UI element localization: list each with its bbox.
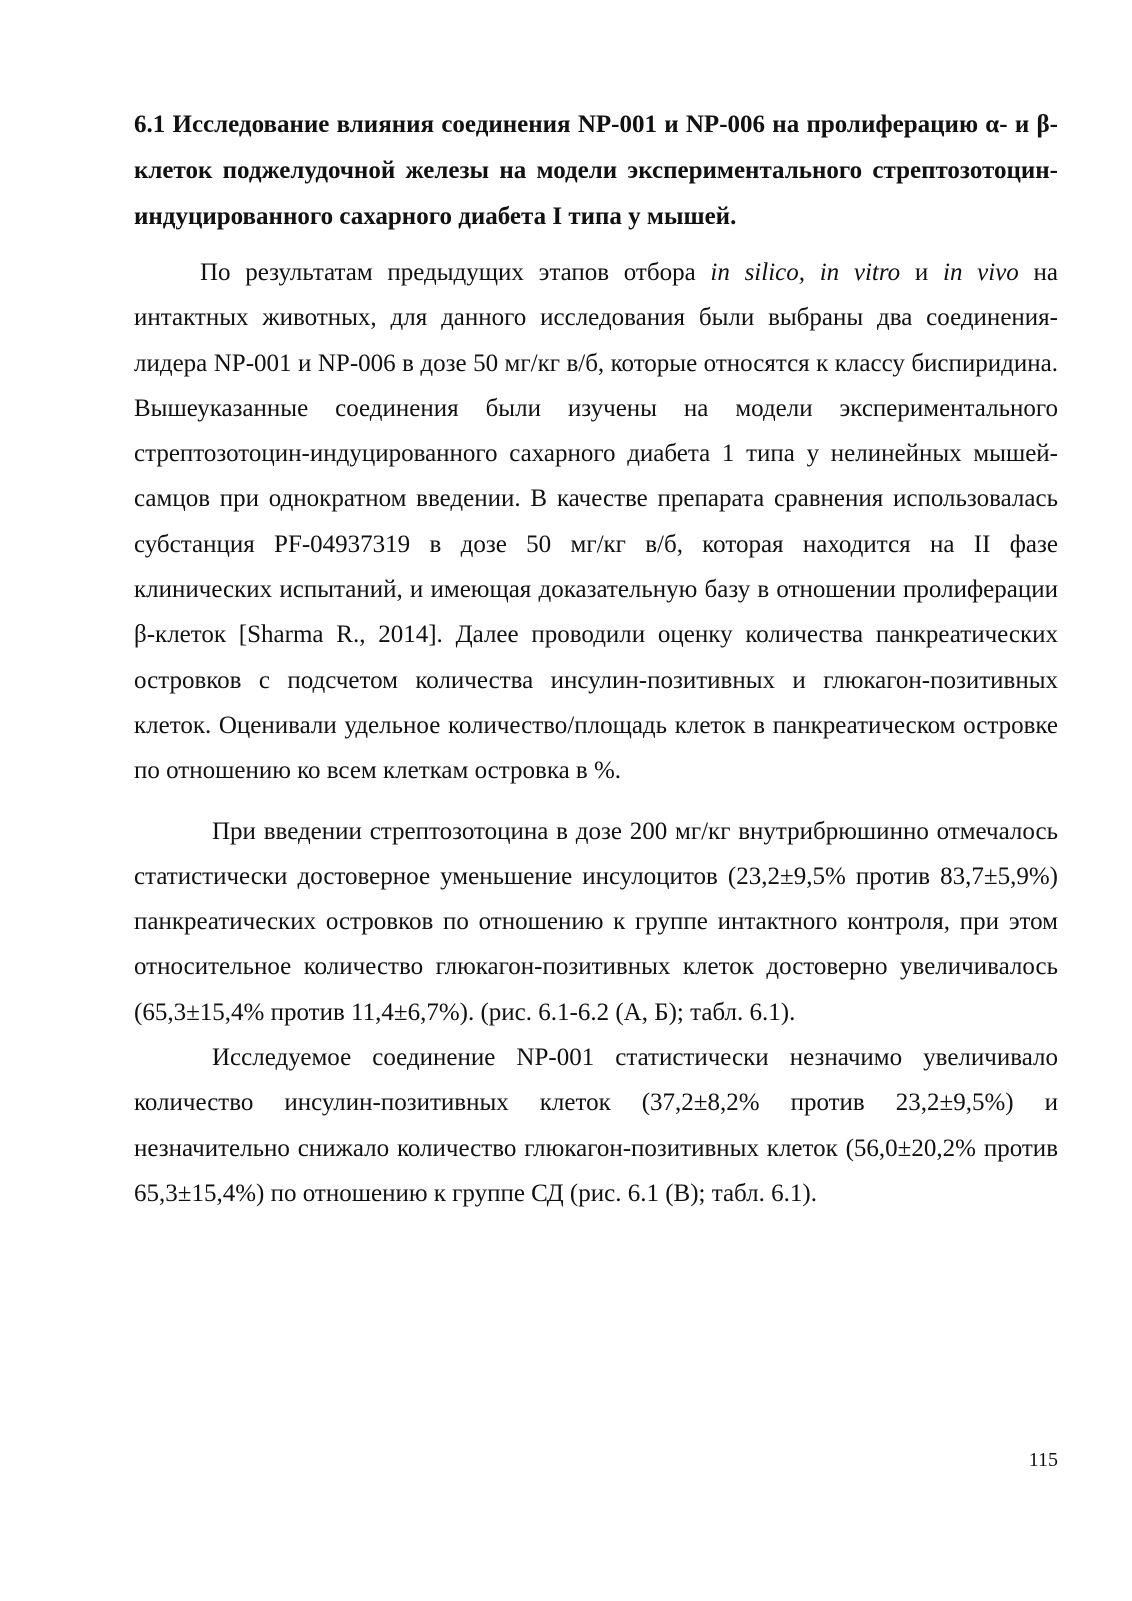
italic-term: in vivo bbox=[943, 259, 1019, 286]
section-heading: 6.1 Исследование влияния соединения NP-001 и NP-006 на пролиферацию α- и β-клеток поджелудочной железы на модели экспериментального стрептозотоцин-индуцированного сахарного диабета I типа у мышей. bbox=[134, 111, 1058, 230]
paragraph-text: и bbox=[900, 259, 943, 286]
paragraph-text: По результатам предыдущих этапов отбора bbox=[200, 259, 711, 286]
paragraph-streptozotocin-effects: При введении стрептозотоцина в дозе 200 мг/кг внутрибрюшинно отмечалось статистически достоверное уменьшение инсулоцитов (23,2±9,5% против 83,7±5,9%) панкреатических островков по отношению к группе интактного контроля, при этом относительное количество глюкагон-позитивных клеток достоверно увеличивалось (65,3±15,4% против 11,4±6,7%). (рис. 6.1-6.2 (А, Б); табл. 6.1). bbox=[134, 817, 1058, 1026]
document-page bbox=[134, 102, 1058, 1216]
paragraph-text: на интактных животных, для данного исследования были выбраны два соединения-лидера NP-001 и NP-006 в дозе 50 мг/кг в/б, которые относятся к классу биспиридина. Вышеуказанные соединения были изучены на модели экспериментального стрептозотоцин-индуцированного сахарного диабета 1 типа у нелинейных мышей-самцов при однократном введении. В качестве препарата сравнения использовалась субстанция PF-04937319 в дозе 50 мг/кг в/б, которая находится на II фазе клинических испытаний, и имеющая доказательную базу в отношении пролиферации β-клеток [Sharma R., 2014]. Далее проводили оценку количества панкреатических островков с подсчетом количества инсулин-позитивных и глюкагон-позитивных клеток. Оценивали удельное количество/площадь клеток в панкреатическом островке по отношению ко всем клеткам островка в %. bbox=[134, 259, 1059, 785]
paragraph-selection-rationale bbox=[134, 250, 1058, 794]
paragraph-np001-effects: Исследуемое соединение NP-001 статистически незначимо увеличивало количество инсулин-позитивных клеток (37,2±8,2% против 23,2±9,5%) и незначительно снижало количество глюкагон-позитивных клеток (56,0±20,2% против 65,3±15,4%) по отношению к группе СД (рис. 6.1 (В); табл. 6.1). bbox=[134, 1044, 1058, 1207]
italic-term: in silico, in vitro bbox=[710, 259, 901, 286]
page-number: 115 bbox=[1028, 1449, 1058, 1471]
